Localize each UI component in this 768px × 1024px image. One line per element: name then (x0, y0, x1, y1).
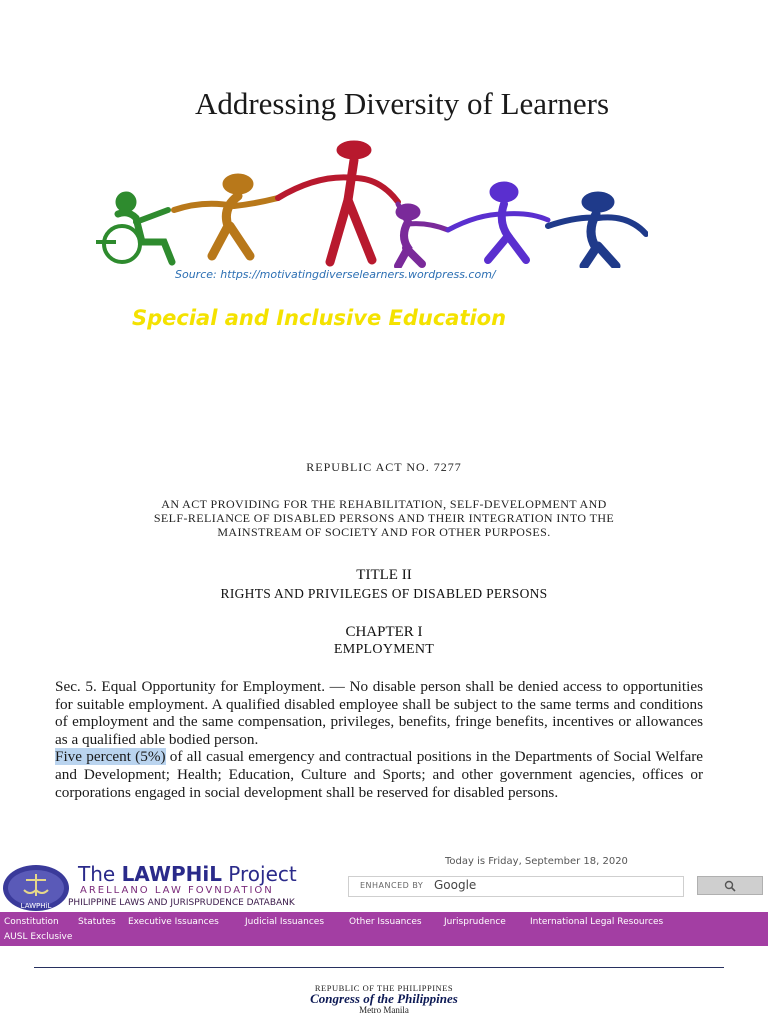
date-line: Today is Friday, September 18, 2020 (445, 856, 628, 867)
section-paragraph-quota (55, 748, 703, 801)
figure-wheelchair (96, 192, 172, 262)
lawphil-site-title[interactable] (78, 862, 297, 886)
congress-name: Congress of the Philippines (310, 991, 458, 1006)
nav-item-executive-issuances[interactable]: Executive Issuances (128, 917, 219, 927)
search-enhanced-label: ENHANCED BY (360, 881, 424, 890)
nav-item-constitution[interactable]: Constitution (4, 917, 59, 927)
lawphil-logo[interactable] (2, 864, 70, 914)
databank-tagline: PHILIPPINE LAWS AND JURISPRUDENCE DATABANK (68, 898, 295, 908)
image-source-caption: Source: https://motivatingdiverselearners.wordpress.com/ (175, 268, 496, 281)
nav-item-statutes[interactable]: Statutes (78, 917, 116, 927)
title-suffix: Project (221, 862, 297, 886)
title-subheading: RIGHTS AND PRIVILEGES OF DISABLED PERSONS (220, 586, 548, 601)
figure-violet (448, 182, 548, 260)
nav-item-judicial-issuances[interactable]: Judicial Issuances (245, 917, 325, 927)
act-title-line: MAINSTREAM OF SOCIETY AND FOR OTHER PURPOSES. (217, 525, 551, 539)
title-heading: TITLE II (356, 567, 412, 583)
quota-text: of all casual emergency and contractual positions in the Departments of Social Welfare and Development; Health; Education, Culture and Sports; and other government agencies, offices or corporations engaged in social development shall be reserved for disabled persons. (55, 748, 703, 801)
diverse-learners-figures-image (96, 140, 648, 268)
highlighted-five-percent: Five percent (5%) (55, 748, 166, 766)
republic-of-philippines: REPUBLIC OF THE PHILIPPINES (314, 983, 454, 993)
congress-location: Metro Manila (359, 1005, 409, 1015)
nav-item-ausl-exclusive[interactable]: AUSL Exclusive (4, 932, 73, 942)
section-5-text (55, 678, 703, 801)
section-paragraph: Sec. 5. Equal Opportunity for Employment. — No disable person shall be denied access to opportunities for suitable employment. A qualified disabled employee shall be subject to the same terms and conditions of employment and the same compensation, privileges, benefits, fringe benefits, incentives or allowances as a qualified able bodied person. (55, 678, 703, 748)
act-title-line: SELF-RELIANCE OF DISABLED PERSONS AND THEIR INTEGRATION INTO THE (153, 511, 615, 525)
search-google-label: Google (434, 878, 477, 892)
chapter-subheading: EMPLOYMENT (333, 642, 435, 657)
search-icon (698, 877, 764, 896)
republic-act-number: REPUBLIC ACT NO. 7277 (306, 460, 462, 474)
chapter-heading: CHAPTER I (345, 624, 423, 640)
foundation-name: ARELLANO LAW FOVNDATION (80, 885, 274, 896)
figure-purple (396, 204, 448, 266)
nav-item-international-legal-resources[interactable]: International Legal Resources (530, 917, 664, 927)
figure-red (278, 141, 398, 262)
title-prefix: The (78, 862, 122, 886)
slide-subtitle: Special and Inclusive Education (132, 306, 507, 330)
title-brand: LAWPHiL (121, 862, 222, 886)
nav-item-other-issuances[interactable]: Other Issuances (349, 917, 422, 927)
figure-brown (174, 174, 278, 256)
logo-text: LAWPHiL (20, 902, 52, 910)
search-button[interactable] (697, 876, 763, 895)
figure-navy (548, 192, 646, 266)
act-title-line: AN ACT PROVIDING FOR THE REHABILITATION, SELF-DEVELOPMENT AND (161, 497, 607, 511)
divider (34, 967, 724, 968)
slide-title: Addressing Diversity of Learners (194, 86, 610, 121)
nav-item-jurisprudence[interactable]: Jurisprudence (444, 917, 506, 927)
